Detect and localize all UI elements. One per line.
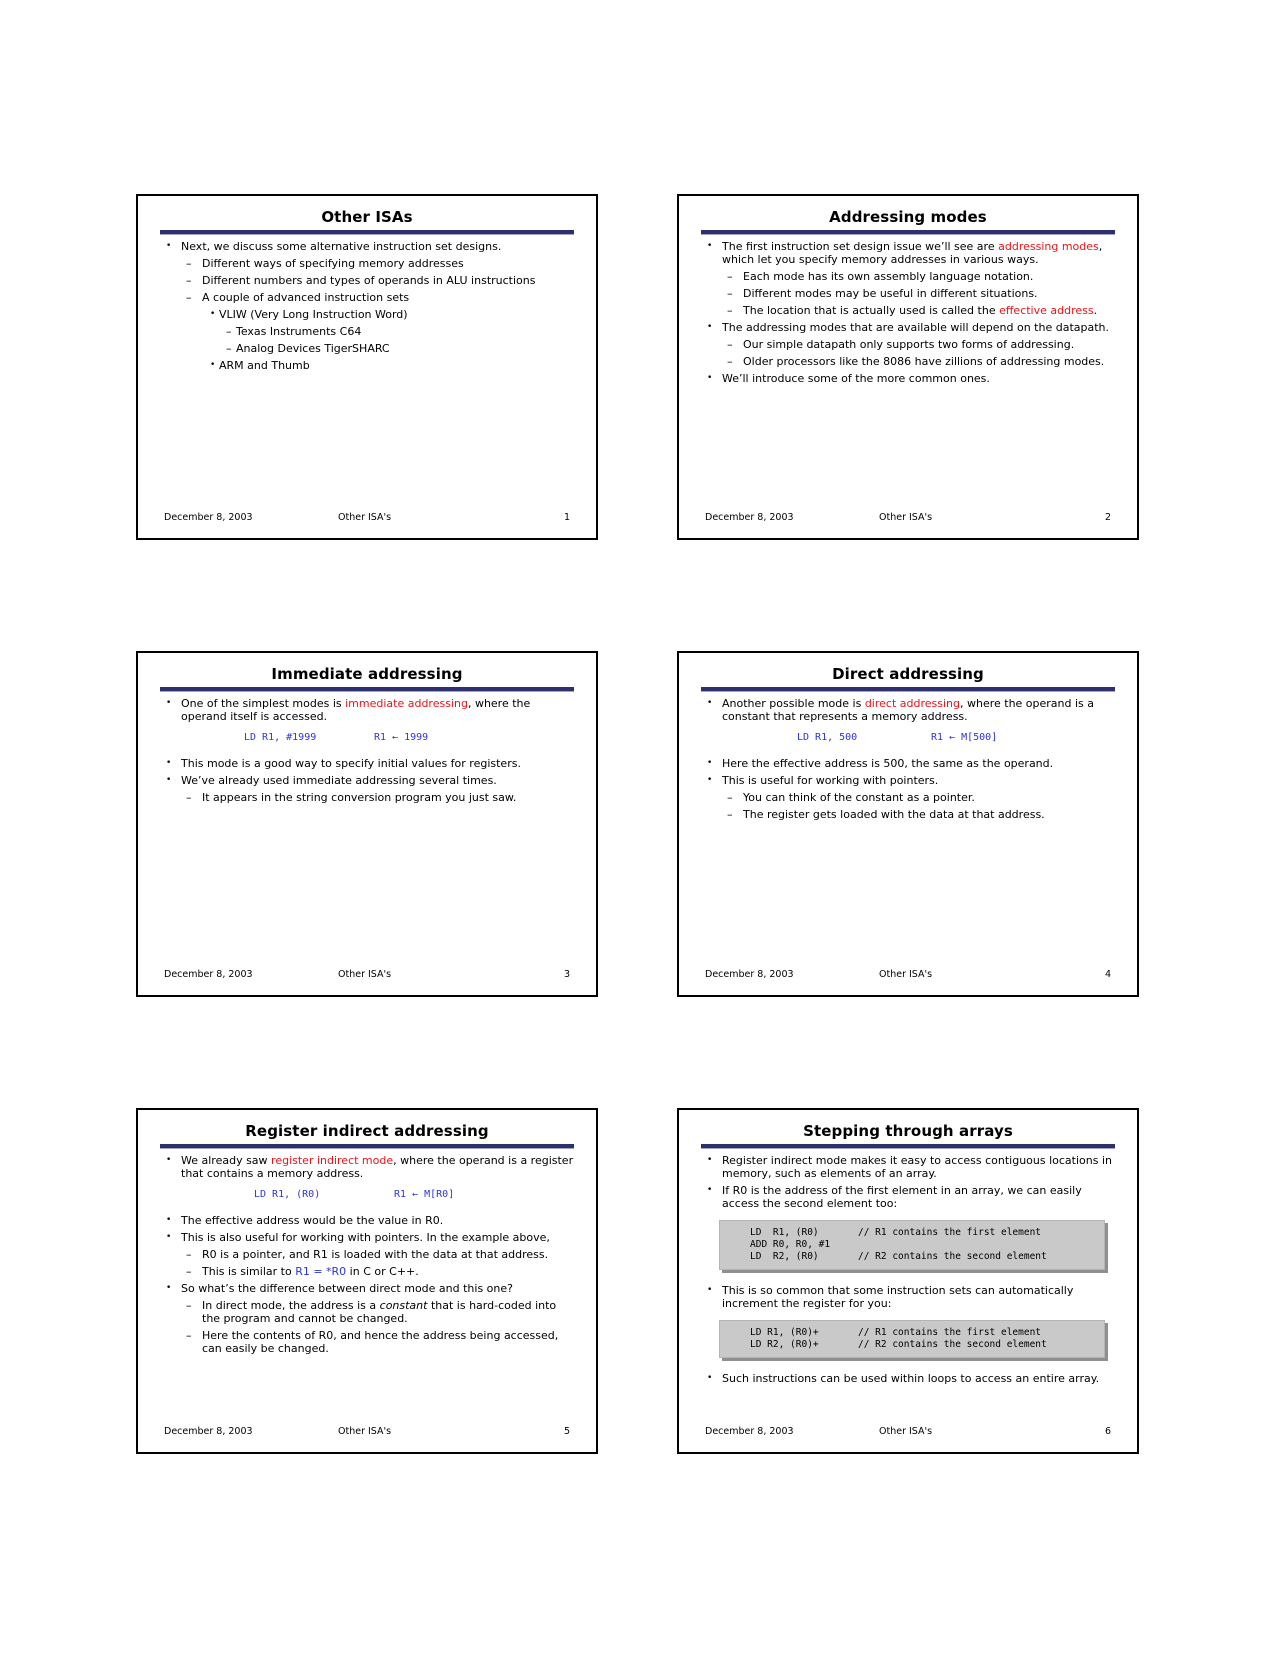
- sub-bullet: – A couple of advanced instruction sets: [164, 291, 574, 304]
- emphasis: constant: [379, 1299, 428, 1312]
- highlight-term: addressing modes: [998, 240, 1099, 253]
- footer-topic: Other ISA's: [338, 1426, 392, 1437]
- title-rule: [160, 230, 574, 235]
- footer-topic: Other ISA's: [879, 969, 933, 980]
- bullet: • Register indirect mode makes it easy to access contiguous locations in memory, such as elements of an array.: [705, 1154, 1115, 1180]
- slide-footer: [164, 969, 574, 981]
- code-row: [750, 1327, 1092, 1339]
- text-run: , which let you specify memory addresses in various ways.: [722, 240, 1103, 266]
- bullet: • Such instructions can be used within loops to access an entire array.: [705, 1372, 1115, 1385]
- slide-3: [136, 651, 598, 997]
- code-instruction: ADD R0, R0, #1: [750, 1239, 831, 1250]
- slide-footer: [705, 1426, 1115, 1438]
- footer-date: December 8, 2003: [164, 1426, 253, 1437]
- code-row: [750, 1227, 1092, 1239]
- slide-body: [164, 697, 574, 808]
- sub-bullet: [705, 304, 1115, 317]
- footer-date: December 8, 2003: [705, 1426, 794, 1437]
- text-run: The location that is actually used is called the: [743, 304, 1000, 317]
- slide-4: [677, 651, 1139, 997]
- footer-topic: Other ISA's: [879, 512, 933, 523]
- slide-title: Other ISAs: [321, 208, 413, 226]
- bullet: • This is useful for working with pointers.: [705, 774, 1115, 787]
- bullet: [705, 240, 1115, 266]
- slide-title: Direct addressing: [832, 665, 984, 683]
- bullet: [164, 1154, 574, 1180]
- sub-bullet: – Older processors like the 8086 have zillions of addressing modes.: [705, 355, 1115, 368]
- bullet: • This is so common that some instruction sets can automatically increment the register for you:: [705, 1284, 1115, 1310]
- code-row: [750, 1339, 1092, 1351]
- slide-body: [705, 697, 1115, 825]
- slide-title: Immediate addressing: [271, 665, 463, 683]
- bullet: • This is also useful for working with pointers. In the example above,: [164, 1231, 574, 1244]
- code-example: [164, 731, 574, 745]
- code-instruction: LD R1, (R0): [254, 1189, 321, 1200]
- sub-bullet: – Here the contents of R0, and hence the address being accessed, can easily be changed.: [164, 1329, 574, 1355]
- code-instruction: LD R2, (R0): [750, 1251, 819, 1262]
- slide-number: 5: [563, 1426, 570, 1437]
- text-run: , where the operand itself is accessed.: [181, 697, 531, 723]
- text-run: This is similar to: [202, 1265, 296, 1278]
- text-run: The first instruction set design issue we’ll see are: [722, 240, 999, 253]
- sub-bullet: – Different modes may be useful in different situations.: [705, 287, 1115, 300]
- bullet: [705, 697, 1115, 723]
- sub-sub-bullet: • VLIW (Very Long Instruction Word): [164, 308, 574, 321]
- bullet: • If R0 is the address of the first element in an array, we can easily access the second element too:: [705, 1184, 1115, 1210]
- code-instruction: LD R1, #1999: [244, 732, 317, 743]
- code-instruction: LD R1, 500: [797, 732, 858, 743]
- bullet: • The addressing modes that are available will depend on the datapath.: [705, 321, 1115, 334]
- text-run: in C or C++.: [346, 1265, 419, 1278]
- sub-sub-sub-bullet: – Analog Devices TigerSHARC: [164, 342, 574, 355]
- bullet: • We’ve already used immediate addressing several times.: [164, 774, 574, 787]
- sub-bullet: – Different numbers and types of operands in ALU instructions: [164, 274, 574, 287]
- sub-sub-bullet: • ARM and Thumb: [164, 359, 574, 372]
- slide-1: [136, 194, 598, 540]
- sub-bullet: – It appears in the string conversion program you just saw.: [164, 791, 574, 804]
- footer-date: December 8, 2003: [705, 969, 794, 980]
- sub-bullet: – The register gets loaded with the data at that address.: [705, 808, 1115, 821]
- slide-footer: [164, 512, 574, 524]
- footer-topic: Other ISA's: [338, 512, 392, 523]
- highlight-term: direct addressing: [864, 697, 960, 710]
- text-run: , where the operand is a register that contains a memory address.: [181, 1154, 574, 1180]
- text-run: We already saw: [181, 1154, 272, 1167]
- highlight-term: immediate addressing: [345, 697, 468, 710]
- sub-bullet: – Each mode has its own assembly language notation.: [705, 270, 1115, 283]
- slide-body: [705, 1154, 1115, 1389]
- text-run: that is hard-coded into the program and cannot be changed.: [202, 1299, 557, 1325]
- code-comment: // R2 contains the second element: [858, 1339, 1047, 1350]
- sub-bullet: [164, 1265, 574, 1278]
- code-example: [705, 731, 1115, 745]
- footer-date: December 8, 2003: [164, 512, 253, 523]
- highlight-term: effective address: [999, 304, 1094, 317]
- bullet: • So what’s the difference between direct mode and this one?: [164, 1282, 574, 1295]
- slide-number: 3: [563, 969, 570, 980]
- bullet: • Next, we discuss some alternative instruction set designs.: [164, 240, 574, 253]
- slide-title: Addressing modes: [829, 208, 987, 226]
- highlight-term: register indirect mode: [271, 1154, 394, 1167]
- slide-title: Stepping through arrays: [803, 1122, 1013, 1140]
- slide-body: [705, 240, 1115, 389]
- code-comment: // R1 contains the first element: [858, 1327, 1042, 1338]
- bullet: • The effective address would be the value in R0.: [164, 1214, 574, 1227]
- text-run: , where the operand is a constant that represents a memory address.: [722, 697, 1095, 723]
- footer-date: December 8, 2003: [705, 512, 794, 523]
- slide-5: [136, 1108, 598, 1454]
- text-run: Another possible mode is: [722, 697, 865, 710]
- code-meaning: R1 ← 1999: [374, 732, 429, 743]
- text-run: In direct mode, the address is a: [202, 1299, 380, 1312]
- code-row: [750, 1251, 1092, 1263]
- sub-bullet: – Different ways of specifying memory addresses: [164, 257, 574, 270]
- code-block: [719, 1320, 1105, 1358]
- code-comment: // R1 contains the first element: [858, 1227, 1042, 1238]
- slide-6: [677, 1108, 1139, 1454]
- bullet: • This mode is a good way to specify initial values for registers.: [164, 757, 574, 770]
- code-example: [164, 1188, 574, 1202]
- footer-date: December 8, 2003: [164, 969, 253, 980]
- slide-footer: [705, 512, 1115, 524]
- title-rule: [701, 1144, 1115, 1149]
- footer-topic: Other ISA's: [879, 1426, 933, 1437]
- code-meaning: R1 ← M[500]: [931, 732, 998, 743]
- sub-bullet: – Our simple datapath only supports two forms of addressing.: [705, 338, 1115, 351]
- title-rule: [160, 1144, 574, 1149]
- code-meaning: R1 ← M[R0]: [394, 1189, 455, 1200]
- bullet: [164, 697, 574, 723]
- footer-topic: Other ISA's: [338, 969, 392, 980]
- slide-2: [677, 194, 1139, 540]
- bullet: • We’ll introduce some of the more common ones.: [705, 372, 1115, 385]
- slide-number: 4: [1104, 969, 1111, 980]
- title-rule: [701, 230, 1115, 235]
- sub-bullet: [164, 1299, 574, 1325]
- code-comment: // R2 contains the second element: [858, 1251, 1047, 1262]
- slide-footer: [164, 1426, 574, 1438]
- code-row: [750, 1239, 1092, 1251]
- code-instruction: LD R2, (R0)+: [750, 1339, 819, 1350]
- text-run: .: [1093, 304, 1098, 317]
- code-block: [719, 1220, 1105, 1270]
- slide-number: 1: [563, 512, 570, 523]
- sub-bullet: – You can think of the constant as a pointer.: [705, 791, 1115, 804]
- slide-body: [164, 1154, 574, 1359]
- bullet: • Here the effective address is 500, the same as the operand.: [705, 757, 1115, 770]
- text-run: One of the simplest modes is: [181, 697, 346, 710]
- slide-number: 2: [1104, 512, 1111, 523]
- code-instruction: LD R1, (R0)+: [750, 1327, 819, 1338]
- code-inline: R1 = *R0: [295, 1265, 347, 1278]
- sub-sub-sub-bullet: – Texas Instruments C64: [164, 325, 574, 338]
- slide-footer: [705, 969, 1115, 981]
- title-rule: [160, 687, 574, 692]
- code-instruction: LD R1, (R0): [750, 1227, 819, 1238]
- title-rule: [701, 687, 1115, 692]
- sub-bullet: – R0 is a pointer, and R1 is loaded with the data at that address.: [164, 1248, 574, 1261]
- slide-title: Register indirect addressing: [245, 1122, 489, 1140]
- slide-number: 6: [1104, 1426, 1111, 1437]
- slide-body: [164, 240, 574, 376]
